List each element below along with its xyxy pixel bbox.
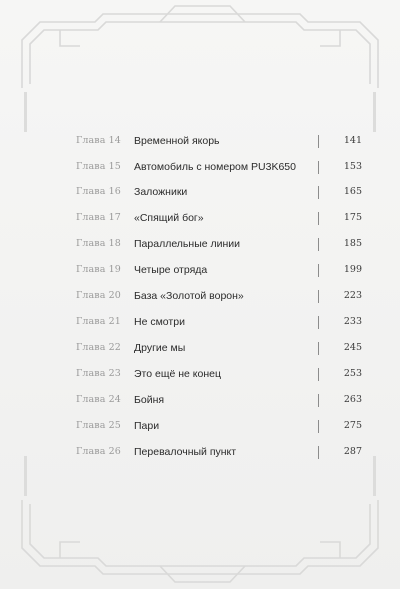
toc-entry [0, 442, 400, 462]
separator-bar [318, 368, 319, 381]
page-number: 175 [343, 212, 362, 223]
chapter-title: Бойня [134, 394, 165, 406]
chapter-label: Глава 14 [76, 135, 121, 146]
chapter-title: Пари [134, 420, 160, 432]
toc-entry [0, 312, 400, 332]
separator-bar [318, 394, 319, 407]
page-number: 185 [343, 238, 362, 249]
chapter-label: Глава 22 [76, 342, 121, 353]
toc-entry [0, 234, 400, 254]
page-number: 275 [343, 420, 362, 431]
toc-entry [0, 338, 400, 358]
chapter-title: «Спящий бог» [134, 212, 204, 224]
chapter-title: Автомобиль с номером PU3K650 [134, 161, 296, 173]
page-number: 263 [343, 394, 362, 405]
toc-entry [0, 286, 400, 306]
toc-entry [0, 131, 400, 151]
chapter-label: Глава 16 [76, 186, 121, 197]
toc-entry [0, 157, 400, 177]
chapter-label: Глава 20 [76, 290, 121, 301]
separator-bar [318, 342, 319, 355]
toc-entry [0, 364, 400, 384]
separator-bar [318, 135, 319, 148]
toc-entry [0, 208, 400, 228]
separator-bar [318, 186, 319, 199]
page-number: 253 [343, 368, 362, 379]
chapter-label: Глава 18 [76, 238, 121, 249]
chapter-label: Глава 25 [76, 420, 121, 431]
chapter-title: Это ещё не конец [134, 368, 221, 380]
page-number: 153 [343, 161, 362, 172]
chapter-title: Другие мы [134, 342, 186, 354]
chapter-label: Глава 24 [76, 394, 121, 405]
chapter-label: Глава 15 [76, 161, 121, 172]
chapter-title: База «Золотой ворон» [134, 290, 244, 302]
page-number: 223 [343, 290, 362, 301]
separator-bar [318, 290, 319, 303]
page-number: 245 [343, 342, 362, 353]
chapter-label: Глава 26 [76, 446, 121, 457]
chapter-title: Заложники [134, 186, 188, 198]
page-number: 141 [343, 135, 362, 146]
chapter-title: Параллельные линии [134, 238, 241, 250]
page-number: 233 [343, 316, 362, 327]
chapter-title: Четыре отряда [134, 264, 208, 276]
page-number: 199 [343, 264, 362, 275]
page-number: 165 [343, 186, 362, 197]
separator-bar [318, 212, 319, 225]
separator-bar [318, 446, 319, 459]
toc-entry [0, 416, 400, 436]
separator-bar [318, 161, 319, 174]
chapter-label: Глава 17 [76, 212, 121, 223]
chapter-title: Не смотри [134, 316, 185, 328]
separator-bar [318, 238, 319, 251]
toc-entry [0, 390, 400, 410]
chapter-label: Глава 21 [76, 316, 121, 327]
page-number: 287 [343, 446, 362, 457]
separator-bar [318, 264, 319, 277]
separator-bar [318, 420, 319, 433]
chapter-title: Временной якорь [134, 135, 220, 147]
chapter-label: Глава 23 [76, 368, 121, 379]
chapter-title: Перевалочный пункт [134, 446, 237, 458]
separator-bar [318, 316, 319, 329]
toc-entry [0, 260, 400, 280]
chapter-label: Глава 19 [76, 264, 121, 275]
toc-entry [0, 182, 400, 202]
